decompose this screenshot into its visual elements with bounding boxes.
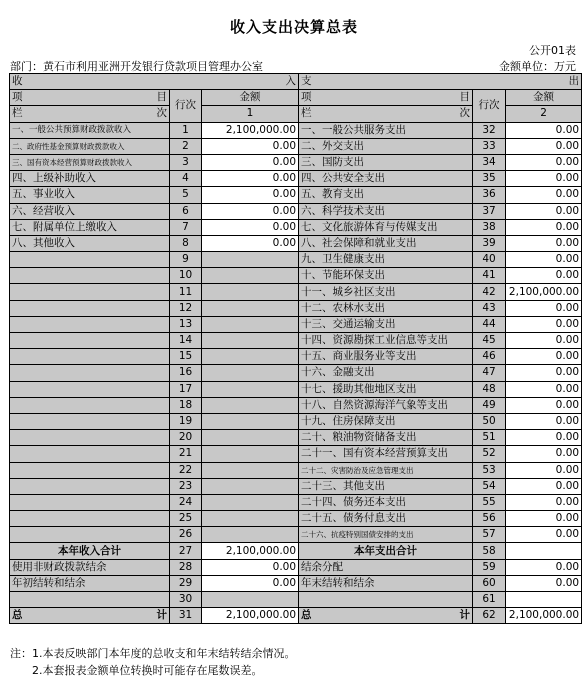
- expense-amount: 0.00: [506, 511, 582, 527]
- expense-amount: 0.00: [506, 527, 582, 543]
- income-row-no: 11: [170, 284, 202, 300]
- table-row: [10, 300, 582, 316]
- table-row: [10, 203, 582, 219]
- column-index-1: 1: [202, 106, 299, 122]
- expense-row-no: 57: [473, 527, 506, 543]
- income-item-label-empty: [10, 511, 170, 527]
- income-item-label-empty: [10, 381, 170, 397]
- header-row-income-expense: [10, 74, 582, 90]
- income-item-label-empty: [10, 365, 170, 381]
- expense-item-label: 十、节能环保支出: [299, 268, 473, 284]
- income-row-no: 3: [170, 154, 202, 170]
- income-row-no: 12: [170, 300, 202, 316]
- income-amount-empty: [202, 284, 299, 300]
- expense-item-label: 二十三、其他支出: [299, 478, 473, 494]
- income-amount-empty: [202, 494, 299, 510]
- income-row-no: 19: [170, 413, 202, 429]
- expense-amount: 0.00: [506, 300, 582, 316]
- expense-amount: 0.00: [506, 171, 582, 187]
- table-row: [10, 171, 582, 187]
- expense-item-label: 五、教育支出: [299, 187, 473, 203]
- income-item-label-empty: [10, 446, 170, 462]
- expense-row-no: 56: [473, 511, 506, 527]
- expense-amount: 0.00: [506, 462, 582, 478]
- income-amount: 0.00: [202, 154, 299, 170]
- column-header-left: 栏 次: [10, 106, 170, 122]
- expense-item-label: 四、公共安全支出: [299, 171, 473, 187]
- grand-total-no-right: 62: [473, 608, 506, 624]
- expense-row-no: 39: [473, 235, 506, 251]
- expense-amount: 0.00: [506, 381, 582, 397]
- blank-no-left: 30: [170, 592, 202, 608]
- income-amount: 0.00: [202, 219, 299, 235]
- blank-amount-left: [202, 592, 299, 608]
- expense-item-label: 二十、粮油物资储备支出: [299, 430, 473, 446]
- expense-row-no: 36: [473, 187, 506, 203]
- surplus-dist-no: 59: [473, 559, 506, 575]
- expense-amount: 0.00: [506, 235, 582, 251]
- income-row-no: 2: [170, 138, 202, 154]
- expense-row-no: 33: [473, 138, 506, 154]
- row-no-header-right: 行次: [473, 90, 506, 122]
- income-amount-empty: [202, 478, 299, 494]
- income-item-label-empty: [10, 349, 170, 365]
- expense-row-no: 35: [473, 171, 506, 187]
- income-item-label-empty: [10, 333, 170, 349]
- expense-amount: 0.00: [506, 494, 582, 510]
- income-item-label-empty: [10, 462, 170, 478]
- income-amount-empty: [202, 381, 299, 397]
- expense-item-label: 十一、城乡社区支出: [299, 284, 473, 300]
- expense-item-label: 二十六、抗疫特别国债安排的支出: [299, 527, 473, 543]
- expense-amount: 0.00: [506, 446, 582, 462]
- grand-total-label-left: 总 计: [10, 608, 170, 624]
- expense-item-label: 三、国防支出: [299, 154, 473, 170]
- income-row-no: 14: [170, 333, 202, 349]
- expense-item-label: 一、一般公共服务支出: [299, 122, 473, 138]
- expense-item-label: 十七、援助其他地区支出: [299, 381, 473, 397]
- table-row: [10, 219, 582, 235]
- income-row-no: 6: [170, 203, 202, 219]
- income-total-no: 27: [170, 543, 202, 559]
- income-row-no: 10: [170, 268, 202, 284]
- expense-row-no: 49: [473, 397, 506, 413]
- expense-item-label: 十八、自然资源海洋气象等支出: [299, 397, 473, 413]
- expense-amount: 0.00: [506, 365, 582, 381]
- surplus-dist-amount: 0.00: [506, 559, 582, 575]
- table-row: [10, 397, 582, 413]
- summary-table: [9, 73, 582, 624]
- blank-label-right: [299, 592, 473, 608]
- footnote-1: 注：1.本表反映部门本年度的总收支和年末结转结余情况。: [10, 647, 296, 660]
- income-amount-empty: [202, 268, 299, 284]
- expense-total-amount: [506, 543, 582, 559]
- expense-item-label: 九、卫生健康支出: [299, 252, 473, 268]
- nonfiscal-no: 28: [170, 559, 202, 575]
- expense-amount: 0.00: [506, 122, 582, 138]
- expense-item-label: 七、文化旅游体育与传媒支出: [299, 219, 473, 235]
- expense-row-no: 38: [473, 219, 506, 235]
- income-header: 收 入: [10, 74, 299, 90]
- blank-no-right: 61: [473, 592, 506, 608]
- expense-row-no: 47: [473, 365, 506, 381]
- item-header-left: 项 目: [10, 90, 170, 106]
- expense-total-no: 58: [473, 543, 506, 559]
- expense-row-no: 40: [473, 252, 506, 268]
- expense-item-label: 八、社会保障和就业支出: [299, 235, 473, 251]
- income-row-no: 23: [170, 478, 202, 494]
- grand-total-label-right: 总 计: [299, 608, 473, 624]
- end-balance-no: 60: [473, 575, 506, 591]
- nonfiscal-label: 使用非财政拨款结余: [10, 559, 170, 575]
- expense-row-no: 34: [473, 154, 506, 170]
- income-amount: 0.00: [202, 203, 299, 219]
- expense-amount: 0.00: [506, 154, 582, 170]
- income-item-label: 二、政府性基金预算财政拨款收入: [10, 138, 170, 154]
- income-amount: 0.00: [202, 171, 299, 187]
- income-row-no: 15: [170, 349, 202, 365]
- expense-row-no: 43: [473, 300, 506, 316]
- income-amount-empty: [202, 333, 299, 349]
- expense-amount: 0.00: [506, 316, 582, 332]
- expense-amount: 0.00: [506, 252, 582, 268]
- income-row-no: 4: [170, 171, 202, 187]
- table-row: [10, 511, 582, 527]
- income-item-label: 八、其他收入: [10, 235, 170, 251]
- table-row: [10, 268, 582, 284]
- income-row-no: 21: [170, 446, 202, 462]
- expense-amount: 0.00: [506, 203, 582, 219]
- footnotes: [10, 645, 296, 679]
- table-row: [10, 138, 582, 154]
- income-amount: 0.00: [202, 138, 299, 154]
- income-item-label: 三、国有资本经营预算财政拨款收入: [10, 154, 170, 170]
- expense-row-no: 45: [473, 333, 506, 349]
- expense-row-no: 55: [473, 494, 506, 510]
- expense-row-no: 46: [473, 349, 506, 365]
- column-index-2: 2: [506, 106, 582, 122]
- income-amount-empty: [202, 511, 299, 527]
- income-item-label: 五、事业收入: [10, 187, 170, 203]
- table-row-carryover: [10, 575, 582, 591]
- income-amount-empty: [202, 397, 299, 413]
- income-row-no: 18: [170, 397, 202, 413]
- end-balance-amount: 0.00: [506, 575, 582, 591]
- grand-total-amount-right: 2,100,000.00: [506, 608, 582, 624]
- table-row: [10, 154, 582, 170]
- table-row: [10, 333, 582, 349]
- income-item-label-empty: [10, 478, 170, 494]
- expense-amount: 0.00: [506, 478, 582, 494]
- income-amount-empty: [202, 349, 299, 365]
- income-row-no: 20: [170, 430, 202, 446]
- expense-item-label: 十二、农林水支出: [299, 300, 473, 316]
- expense-row-no: 54: [473, 478, 506, 494]
- table-row: [10, 446, 582, 462]
- expense-amount: 0.00: [506, 397, 582, 413]
- column-header-right: 栏 次: [299, 106, 473, 122]
- expense-row-no: 37: [473, 203, 506, 219]
- income-row-no: 7: [170, 219, 202, 235]
- expense-amount: 0.00: [506, 349, 582, 365]
- income-amount-empty: [202, 252, 299, 268]
- table-row: [10, 349, 582, 365]
- amount-unit-label: 金额单位：万元: [499, 60, 576, 73]
- expense-item-label: 十九、住房保障支出: [299, 413, 473, 429]
- expense-row-no: 51: [473, 430, 506, 446]
- report-title: 收入支出决算总表: [229, 18, 358, 36]
- income-item-label-empty: [10, 527, 170, 543]
- expense-row-no: 50: [473, 413, 506, 429]
- income-amount-empty: [202, 527, 299, 543]
- income-row-no: 16: [170, 365, 202, 381]
- income-amount-empty: [202, 446, 299, 462]
- expense-item-label: 二十一、国有资本经营预算支出: [299, 446, 473, 462]
- expense-amount: 0.00: [506, 413, 582, 429]
- income-item-label: 一、一般公共预算财政拨款收入: [10, 122, 170, 138]
- expense-row-no: 44: [473, 316, 506, 332]
- expense-row-no: 32: [473, 122, 506, 138]
- expense-amount: 0.00: [506, 268, 582, 284]
- income-item-label: 七、附属单位上缴收入: [10, 219, 170, 235]
- footnote-2: 2.本套报表金额单位转换时可能存在尾数误差。: [32, 664, 263, 677]
- table-row-nonfiscal: [10, 559, 582, 575]
- income-amount-empty: [202, 316, 299, 332]
- income-item-label-empty: [10, 268, 170, 284]
- income-amount: 2,100,000.00: [202, 122, 299, 138]
- income-item-label: 四、上级补助收入: [10, 171, 170, 187]
- expense-amount: 0.00: [506, 138, 582, 154]
- table-row: [10, 527, 582, 543]
- income-amount-empty: [202, 413, 299, 429]
- income-item-label-empty: [10, 413, 170, 429]
- item-header-right: 项 目: [299, 90, 473, 106]
- amount-header-left: 金额: [202, 90, 299, 106]
- grand-total-amount-left: 2,100,000.00: [202, 608, 299, 624]
- expense-row-no: 52: [473, 446, 506, 462]
- expense-item-label: 二十五、债务付息支出: [299, 511, 473, 527]
- table-row: [10, 187, 582, 203]
- income-row-no: 13: [170, 316, 202, 332]
- expense-row-no: 53: [473, 462, 506, 478]
- table-row: [10, 413, 582, 429]
- expense-amount: 0.00: [506, 333, 582, 349]
- table-row: [10, 462, 582, 478]
- nonfiscal-amount: 0.00: [202, 559, 299, 575]
- expense-item-label: 二十二、灾害防治及应急管理支出: [299, 462, 473, 478]
- table-row-grand-total: [10, 608, 582, 624]
- begin-balance-amount: 0.00: [202, 575, 299, 591]
- expense-total-label: 本年支出合计: [299, 543, 473, 559]
- expense-amount: 0.00: [506, 187, 582, 203]
- income-row-no: 22: [170, 462, 202, 478]
- expense-amount: 0.00: [506, 219, 582, 235]
- amount-header-right: 金额: [506, 90, 582, 106]
- expense-item-label: 二十四、债务还本支出: [299, 494, 473, 510]
- income-row-no: 26: [170, 527, 202, 543]
- table-row: [10, 235, 582, 251]
- income-total-amount: 2,100,000.00: [202, 543, 299, 559]
- income-amount: 0.00: [202, 235, 299, 251]
- header-row-item: [10, 90, 582, 106]
- grand-total-no-left: 31: [170, 608, 202, 624]
- income-item-label-empty: [10, 494, 170, 510]
- income-row-no: 25: [170, 511, 202, 527]
- expense-amount: 2,100,000.00: [506, 284, 582, 300]
- expense-item-label: 十六、金融支出: [299, 365, 473, 381]
- expense-item-label: 十四、资源勘探工业信息等支出: [299, 333, 473, 349]
- table-row-annual-total: [10, 543, 582, 559]
- expense-item-label: 十三、交通运输支出: [299, 316, 473, 332]
- expense-row-no: 42: [473, 284, 506, 300]
- table-row: [10, 494, 582, 510]
- end-balance-label: 年末结转和结余: [299, 575, 473, 591]
- table-row: [10, 381, 582, 397]
- expense-row-no: 48: [473, 381, 506, 397]
- income-item-label-empty: [10, 430, 170, 446]
- income-row-no: 9: [170, 252, 202, 268]
- income-row-no: 24: [170, 494, 202, 510]
- table-row: [10, 316, 582, 332]
- income-row-no: 8: [170, 235, 202, 251]
- table-row: [10, 252, 582, 268]
- table-row: [10, 430, 582, 446]
- income-item-label-empty: [10, 397, 170, 413]
- income-amount-empty: [202, 365, 299, 381]
- income-item-label-empty: [10, 316, 170, 332]
- expense-amount: 0.00: [506, 430, 582, 446]
- expense-row-no: 41: [473, 268, 506, 284]
- income-amount: 0.00: [202, 187, 299, 203]
- income-item-label-empty: [10, 284, 170, 300]
- department-label: 部门：黄石市利用亚洲开发银行贷款项目管理办公室: [10, 60, 263, 73]
- form-number: 公开01表: [529, 44, 576, 57]
- income-item-label-empty: [10, 252, 170, 268]
- surplus-dist-label: 结余分配: [299, 559, 473, 575]
- blank-label-left: [10, 592, 170, 608]
- expense-item-label: 二、外交支出: [299, 138, 473, 154]
- income-item-label: 六、经营收入: [10, 203, 170, 219]
- table-row-blank: [10, 592, 582, 608]
- income-total-label: 本年收入合计: [10, 543, 170, 559]
- income-row-no: 5: [170, 187, 202, 203]
- income-amount-empty: [202, 300, 299, 316]
- income-amount-empty: [202, 430, 299, 446]
- table-row: [10, 122, 582, 138]
- table-row: [10, 365, 582, 381]
- income-item-label-empty: [10, 300, 170, 316]
- income-row-no: 17: [170, 381, 202, 397]
- income-row-no: 1: [170, 122, 202, 138]
- begin-balance-label: 年初结转和结余: [10, 575, 170, 591]
- expense-item-label: 六、科学技术支出: [299, 203, 473, 219]
- row-no-header-left: 行次: [170, 90, 202, 122]
- blank-amount-right: [506, 592, 582, 608]
- table-row: [10, 284, 582, 300]
- begin-balance-no: 29: [170, 575, 202, 591]
- income-amount-empty: [202, 462, 299, 478]
- expense-header: 支 出: [299, 74, 582, 90]
- expense-item-label: 十五、商业服务业等支出: [299, 349, 473, 365]
- table-row: [10, 478, 582, 494]
